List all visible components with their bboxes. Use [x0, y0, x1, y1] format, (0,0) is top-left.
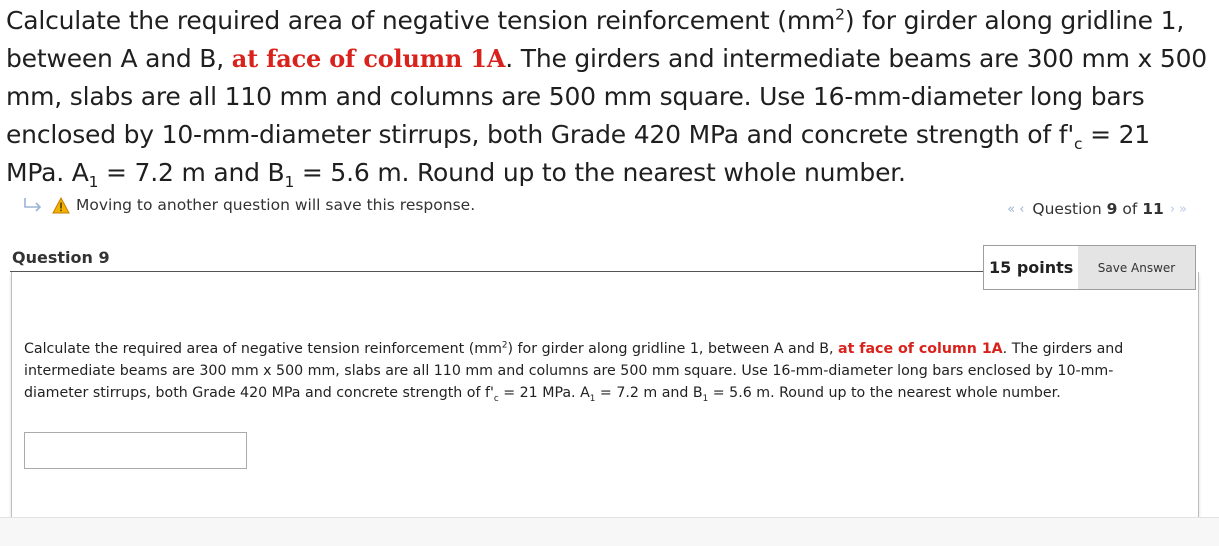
- prompt-highlight: at face of column 1A: [231, 44, 506, 73]
- question-prompt-header: [6, 2, 1211, 192]
- return-arrow-icon: [22, 197, 44, 213]
- points-label: 15 points: [989, 258, 1074, 277]
- last-question-icon[interactable]: »: [1179, 201, 1187, 217]
- save-notice-text: Moving to another question will save this response.: [76, 196, 476, 214]
- save-notice: [22, 196, 475, 214]
- prompt-text: ) for girder along gridline 1, between A and B,: [6, 6, 1185, 73]
- prompt-subscript: 1: [88, 173, 99, 191]
- question-heading: Question 9: [12, 248, 110, 267]
- save-answer-button[interactable]: Save Answer: [1078, 246, 1195, 289]
- footer-area: [0, 518, 1219, 546]
- warning-triangle-icon: [52, 197, 70, 214]
- question-counter: Question 9 of 11: [1032, 200, 1164, 218]
- total-questions: 11: [1142, 200, 1164, 218]
- prompt-text: = 7.2 m and B: [98, 158, 285, 187]
- next-question-icon[interactable]: ›: [1169, 201, 1176, 217]
- first-question-icon[interactable]: «: [1007, 201, 1016, 217]
- question-navigation: [1005, 200, 1189, 218]
- prompt-text: Calculate the required area of negative tension reinforcement (mm: [6, 6, 836, 35]
- question-body: Calculate the required area of negative tension reinforcement $(mm^2)$ for girder along gridline 1, between A and B, at face of column 1A. The girders and intermediate beams are 300 mm x 500 mm, slabs are all 110 mm and columns are 500 mm square. Use 16-mm-diameter long bars enclosed by 10-mm-diameter stirrups, both Grade 420 MPa and concrete strength of $f'_c = 21$ MPa. $A_1 = 7.2$ m and $B_1 = 5.6$ m. Round up to the nearest whole number.: [24, 340, 1124, 404]
- previous-question-icon[interactable]: ‹: [1019, 201, 1025, 217]
- prompt-subscript: 1: [284, 173, 295, 191]
- prompt-subscript: c: [1074, 135, 1083, 153]
- question-body-highlight: at face of column 1A: [838, 341, 1003, 357]
- prompt-superscript: 2: [835, 5, 845, 24]
- prompt-text: . The girders and intermediate beams are 300 mm x 500 mm, slabs are all 110 mm and columns are 500 mm square. Use 16-mm-diameter long bars enclosed by 10-mm-diameter stirrups, both Grade 420 MPa and concrete strength of f': [6, 44, 1207, 149]
- prompt-text: = 21 MPa. A: [6, 120, 1150, 187]
- prompt-text: = 5.6 m. Round up to the nearest whole number.: [294, 158, 906, 187]
- current-question-number: 9: [1106, 200, 1118, 218]
- points-box: [983, 245, 1196, 290]
- answer-input[interactable]: [24, 432, 247, 469]
